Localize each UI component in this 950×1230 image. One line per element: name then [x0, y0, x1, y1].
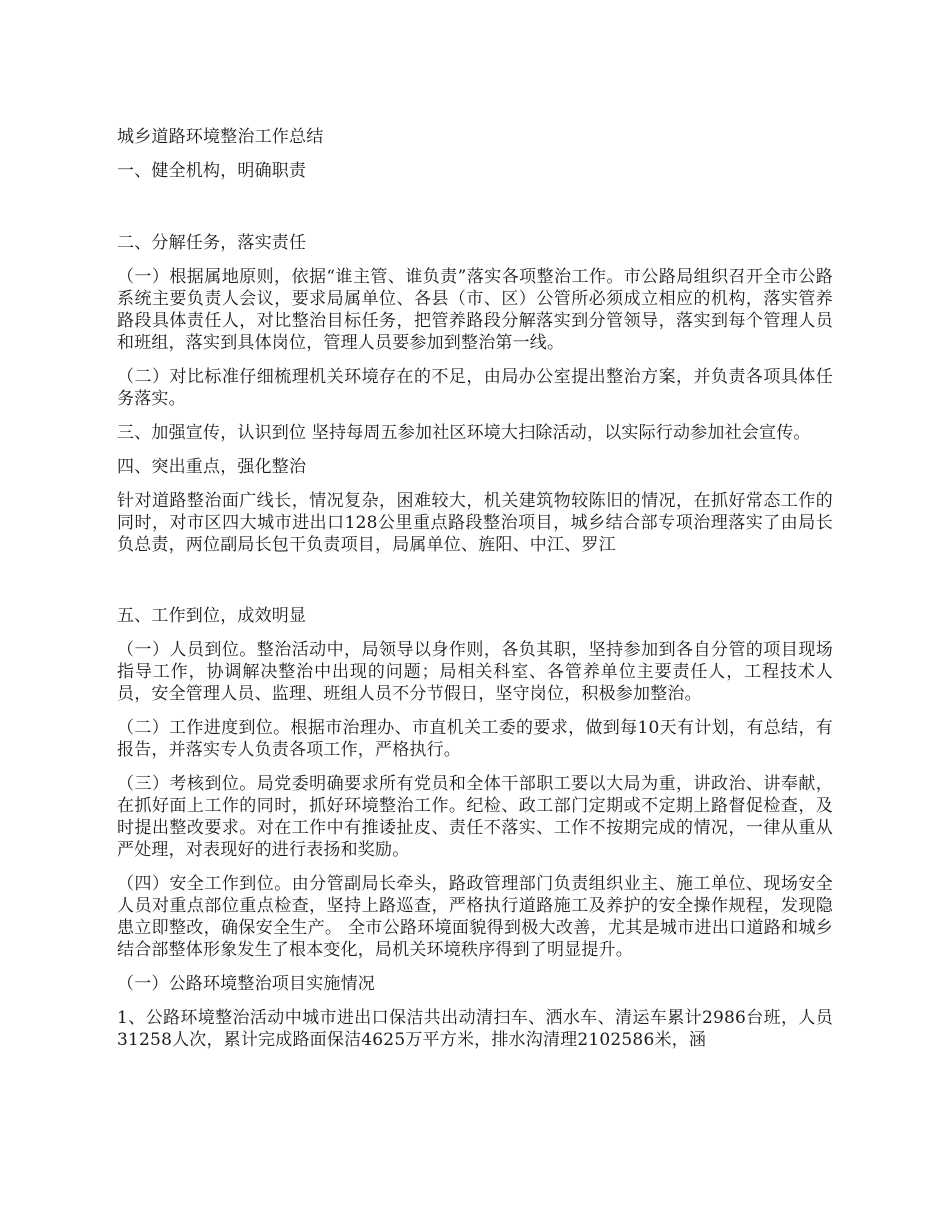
paragraph: 针对道路整治面广线长，情况复杂，困难较大，机关建筑物较陈旧的情况，在抓好常态工作的同时，对市区四大城市进出口128公里重点路段整治项目，城乡结合部专项治理落实了由局长负总责，两位副局长包干负责项目，局属单位、旌阳、中江、罗江: [117, 491, 833, 555]
document-page: [117, 126, 833, 1063]
sub-heading: （一）公路环境整治项目实施情况: [117, 974, 375, 994]
section-heading-1: 一、健全机构，明确职责: [117, 161, 307, 181]
paragraph: （一）根据属地原则，依据“谁主管、谁负责”落实各项整治工作。市公路局组织召开全市公路系统主要负责人会议，要求局属单位、各县（市、区）公管所必须成立相应的机构，落实管养路段具体责任人，对比整治目标任务，把管养路段分解落实到分管领导，落实到每个管理人员和班组，落实到具体岗位，管理人员要参加到整治第一线。: [117, 267, 833, 353]
section-heading-5: 五、工作到位，成效明显: [117, 606, 307, 626]
section-heading-2: 二、分解任务，落实责任: [117, 233, 307, 253]
paragraph: （二）对比标准仔细梳理机关环境存在的不足，由局办公室提出整治方案，并负责各项具体任务落实。: [117, 367, 833, 409]
paragraph: （四）安全工作到位。由分管副局长牵头，路政管理部门负责组织业主、施工单位、现场安全人员对重点部位重点检查，坚持上路巡查，严格执行道路施工及养护的安全操作规程，发现隐患立即整改，确保安全生产。 全市公路环境面貌得到极大改善，尤其是城市进出口道路和城乡结合部整体形象发生了根本变化，局机关环境秩序得到了明显提升。: [117, 874, 833, 960]
section-heading-3: 三、加强宣传，认识到位 坚持每周五参加社区环境大扫除活动，以实际行动参加社会宣传。: [117, 423, 811, 443]
document-title: 城乡道路环境整治工作总结: [117, 127, 324, 147]
paragraph: 1、公路环境整治活动中城市进出口保洁共出动清扫车、洒水车、清运车累计2986台班，人员31258人次，累计完成路面保洁4625万平方米，排水沟清理2102586米，涵: [117, 1008, 833, 1050]
section-heading-4: 四、突出重点，强化整治: [117, 457, 307, 477]
paragraph: （二）工作进度到位。根据市治理办、市直机关工委的要求，做到每10天有计划，有总结，有报告，并落实专人负责各项工作，严格执行。: [117, 718, 833, 760]
paragraph: （三）考核到位。局党委明确要求所有党员和全体干部职工要以大局为重，讲政治、讲奉献，在抓好面上工作的同时，抓好环境整治工作。纪检、政工部门定期或不定期上路督促检查，及时提出整改要求。对在工作中有推诿扯皮、责任不落实、工作不按期完成的情况，一律从重从严处理，对表现好的进行表扬和奖励。: [117, 774, 833, 860]
paragraph: （一）人员到位。整治活动中，局领导以身作则，各负其职，坚持参加到各自分管的项目现场指导工作，协调解决整治中出现的问题；局相关科室、各管养单位主要责任人，工程技术人员，安全管理人员、监理、班组人员不分节假日，坚守岗位，积极参加整治。: [117, 640, 833, 704]
